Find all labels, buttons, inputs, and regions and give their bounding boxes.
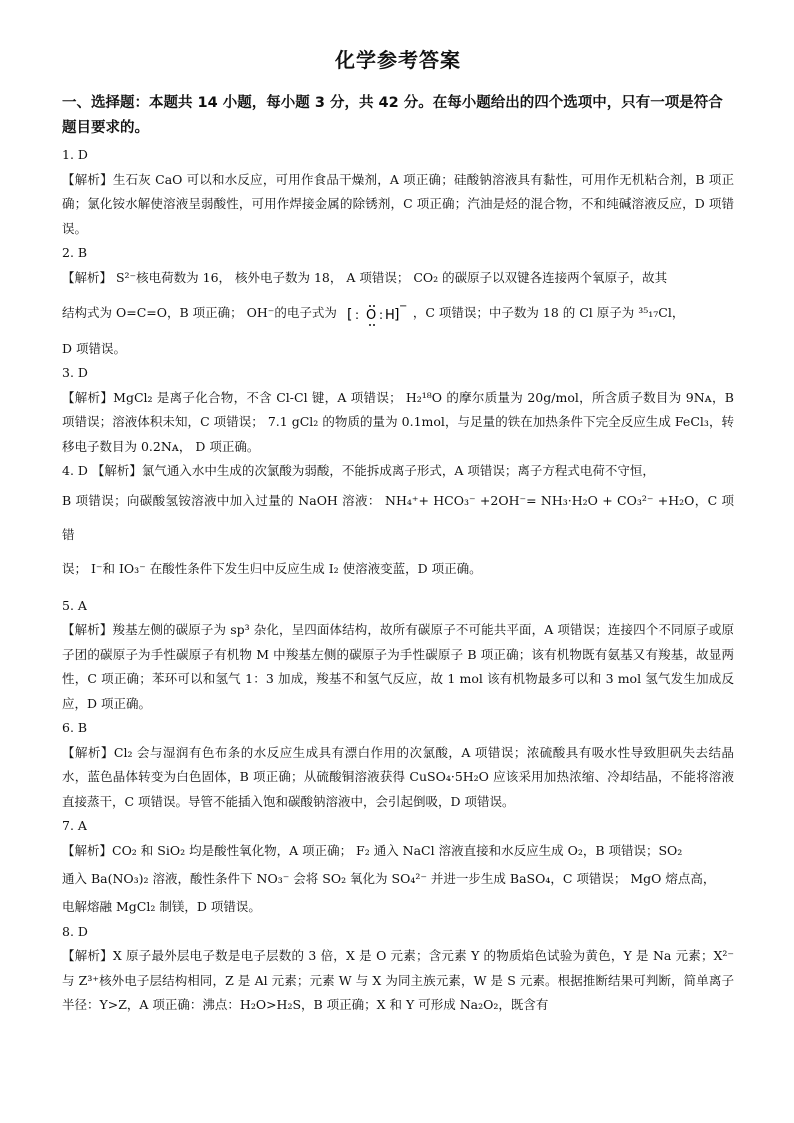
question-7 [62,814,734,920]
explanation-line: 通入 Ba(NO₃)₂ 溶液，酸性条件下 NO₃⁻ 会将 SO₂ 氧化为 SO₄²⁻ 并进一步生成 BaSO₄，C 项错误； MgO 熔点高， [62,871,716,886]
svg-text:−: − [398,300,408,312]
question-number: 2. B [62,245,88,260]
svg-text::: : [378,307,383,322]
page-title: 化学参考答案 [335,48,461,72]
explanation-text: 结构式为 O=C=O，B 项正确； OH⁻的电子式为 [62,305,337,320]
question-4 [62,459,734,586]
explanation: 【解析】Cl₂ 会与湿润有色布条的水反应生成具有漂白作用的次氯酸，A 项错误；浓硫酸具有吸水性导致胆矾失去结晶水，蓝色晶体转变为白色固体，B 项正确；从硫酸铜溶液获得 CuSO₄·5H₂O 应该采用加热浓缩、冷却结晶，不能将溶液直接蒸干，C 项错误。导管不能插入饱和碳酸钠溶液中，会引起倒吸，D 项错误。 [62,744,734,809]
explanation: 【解析】MgCl₂ 是离子化合物，不含 Cl-Cl 键，A 项错误； H₂¹⁸O 的摩尔质量为 20g/mol，所含质子数目为 9Nᴀ，B 项错误；溶液体积未知，C 项错误； 7.1 gCl₂ 的物质的量为 0.1mol，与足量的铁在加热条件下完全反应生成 FeCl₃，转移电子数目为 0.2Nᴀ， D 项正确。 [62,389,734,454]
explanation-line: B 项错误；向碳酸氢铵溶液中加入过量的 NaOH 溶液： NH₄⁺+ HCO₃⁻ +2OH⁻= NH₃·H₂O + CO₃²⁻ +H₂O，C 项错 [62,492,734,542]
explanation-line: 【解析】CO₂ 和 SiO₂ 均是酸性氧化物，A 项正确； F₂ 通入 NaCl 溶液直接和水反应生成 O₂，B 项错误；SO₂ [62,842,683,858]
question-number: 7. A [62,818,87,833]
question-number: 5. A [62,597,87,613]
svg-text:]: ] [393,306,400,323]
explanation: 【解析】羧基左侧的碳原子为 sp³ 杂化，呈四面体结构，故所有碳原子不可能共平面，A 项错误；连接四个不同原子或原子团的碳原子为手性碳原子有机物 M 中羧基左侧的碳原子为手性碳原子 B 项正确；该有机物既有氨基又有羧基，故显两性，C 项正确；苯环可以和氢气 1：3 加成，羧基不和氢气反应，故 1 mol 该有机物最多可以和 3 mol 氢气发生加成反应，D 项正确。 [62,622,734,711]
explanation-text: ，C 项错误；中子数为 18 的 Cl 原子为 ³⁵₁₇Cl， [412,305,685,320]
question-number: 1. D [62,147,88,162]
question-number: 3. D [62,365,88,380]
explanation-line: 4. D 【解析】氯气通入水中生成的次氯酸为弱酸，不能拆成离子形式，A 项错误；离子方程式电荷不守恒， [62,463,655,478]
explanation: 【解析】X 原子最外层电子数是电子层数的 3 倍，X 是 O 元素；含元素 Y 的物质焰色试验为黄色，Y 是 Na 元素；X²⁻与 Z³⁺核外电子层结构相同，Z 是 Al 元素；元素 W 与 X 为同主族元素，W 是 S 元素。根据推断结果可判断，简单离子半径：Y>Z，A 项正确：沸点：H₂O>H₂S，B 项正确；X 和 Y 可形成 Na₂O₂，既含有 [62,948,734,1012]
answer-sheet [62,44,734,1018]
question-6 [62,716,734,814]
oh-electron-formula [345,291,408,337]
question-number: 8. D [62,923,88,939]
explanation-line: D 项错误。 [62,340,126,356]
section-heading: 一、选择题：本题共 14 小题，每小题 3 分，共 42 分。在每小题给出的四个选项中，只有一项是符合题目要求的。 [62,95,723,136]
question-8 [62,920,734,1018]
explanation-line: 电解熔融 MgCl₂ 制镁，D 项错误。 [62,899,261,914]
question-number: 6. B [62,720,88,735]
question-3 [62,361,734,459]
svg-text:H: H [384,307,395,323]
explanation: 【解析】生石灰 CaO 可以和水反应，可用作食品干燥剂，A 项正确；硅酸钠溶液具有黏性，可用作无机粘合剂，B 项正确；氯化铵水解使溶液呈弱酸性，可用作焊接金属的除锈剂，C 项正确；汽油是烃的混合物，不和纯碱溶液反应，D 项错误。 [62,171,734,236]
question-5 [62,594,734,717]
explanation-line: 误； I⁻和 IO₃⁻ 在酸性条件下发生归中反应生成 I₂ 使溶液变蓝，D 项正确。 [62,560,482,576]
svg-text::: : [354,307,359,322]
question-1 [62,143,734,241]
explanation-line: 【解析】 S²⁻核电荷数为 16， 核外电子数为 18， A 项错误； CO₂ 的碳原子以双键各连接两个氧原子，故其 [62,269,668,285]
svg-text:O: O [365,307,377,323]
svg-text:[: [ [346,306,353,323]
explanation-line [62,290,734,337]
question-2 [62,241,734,361]
